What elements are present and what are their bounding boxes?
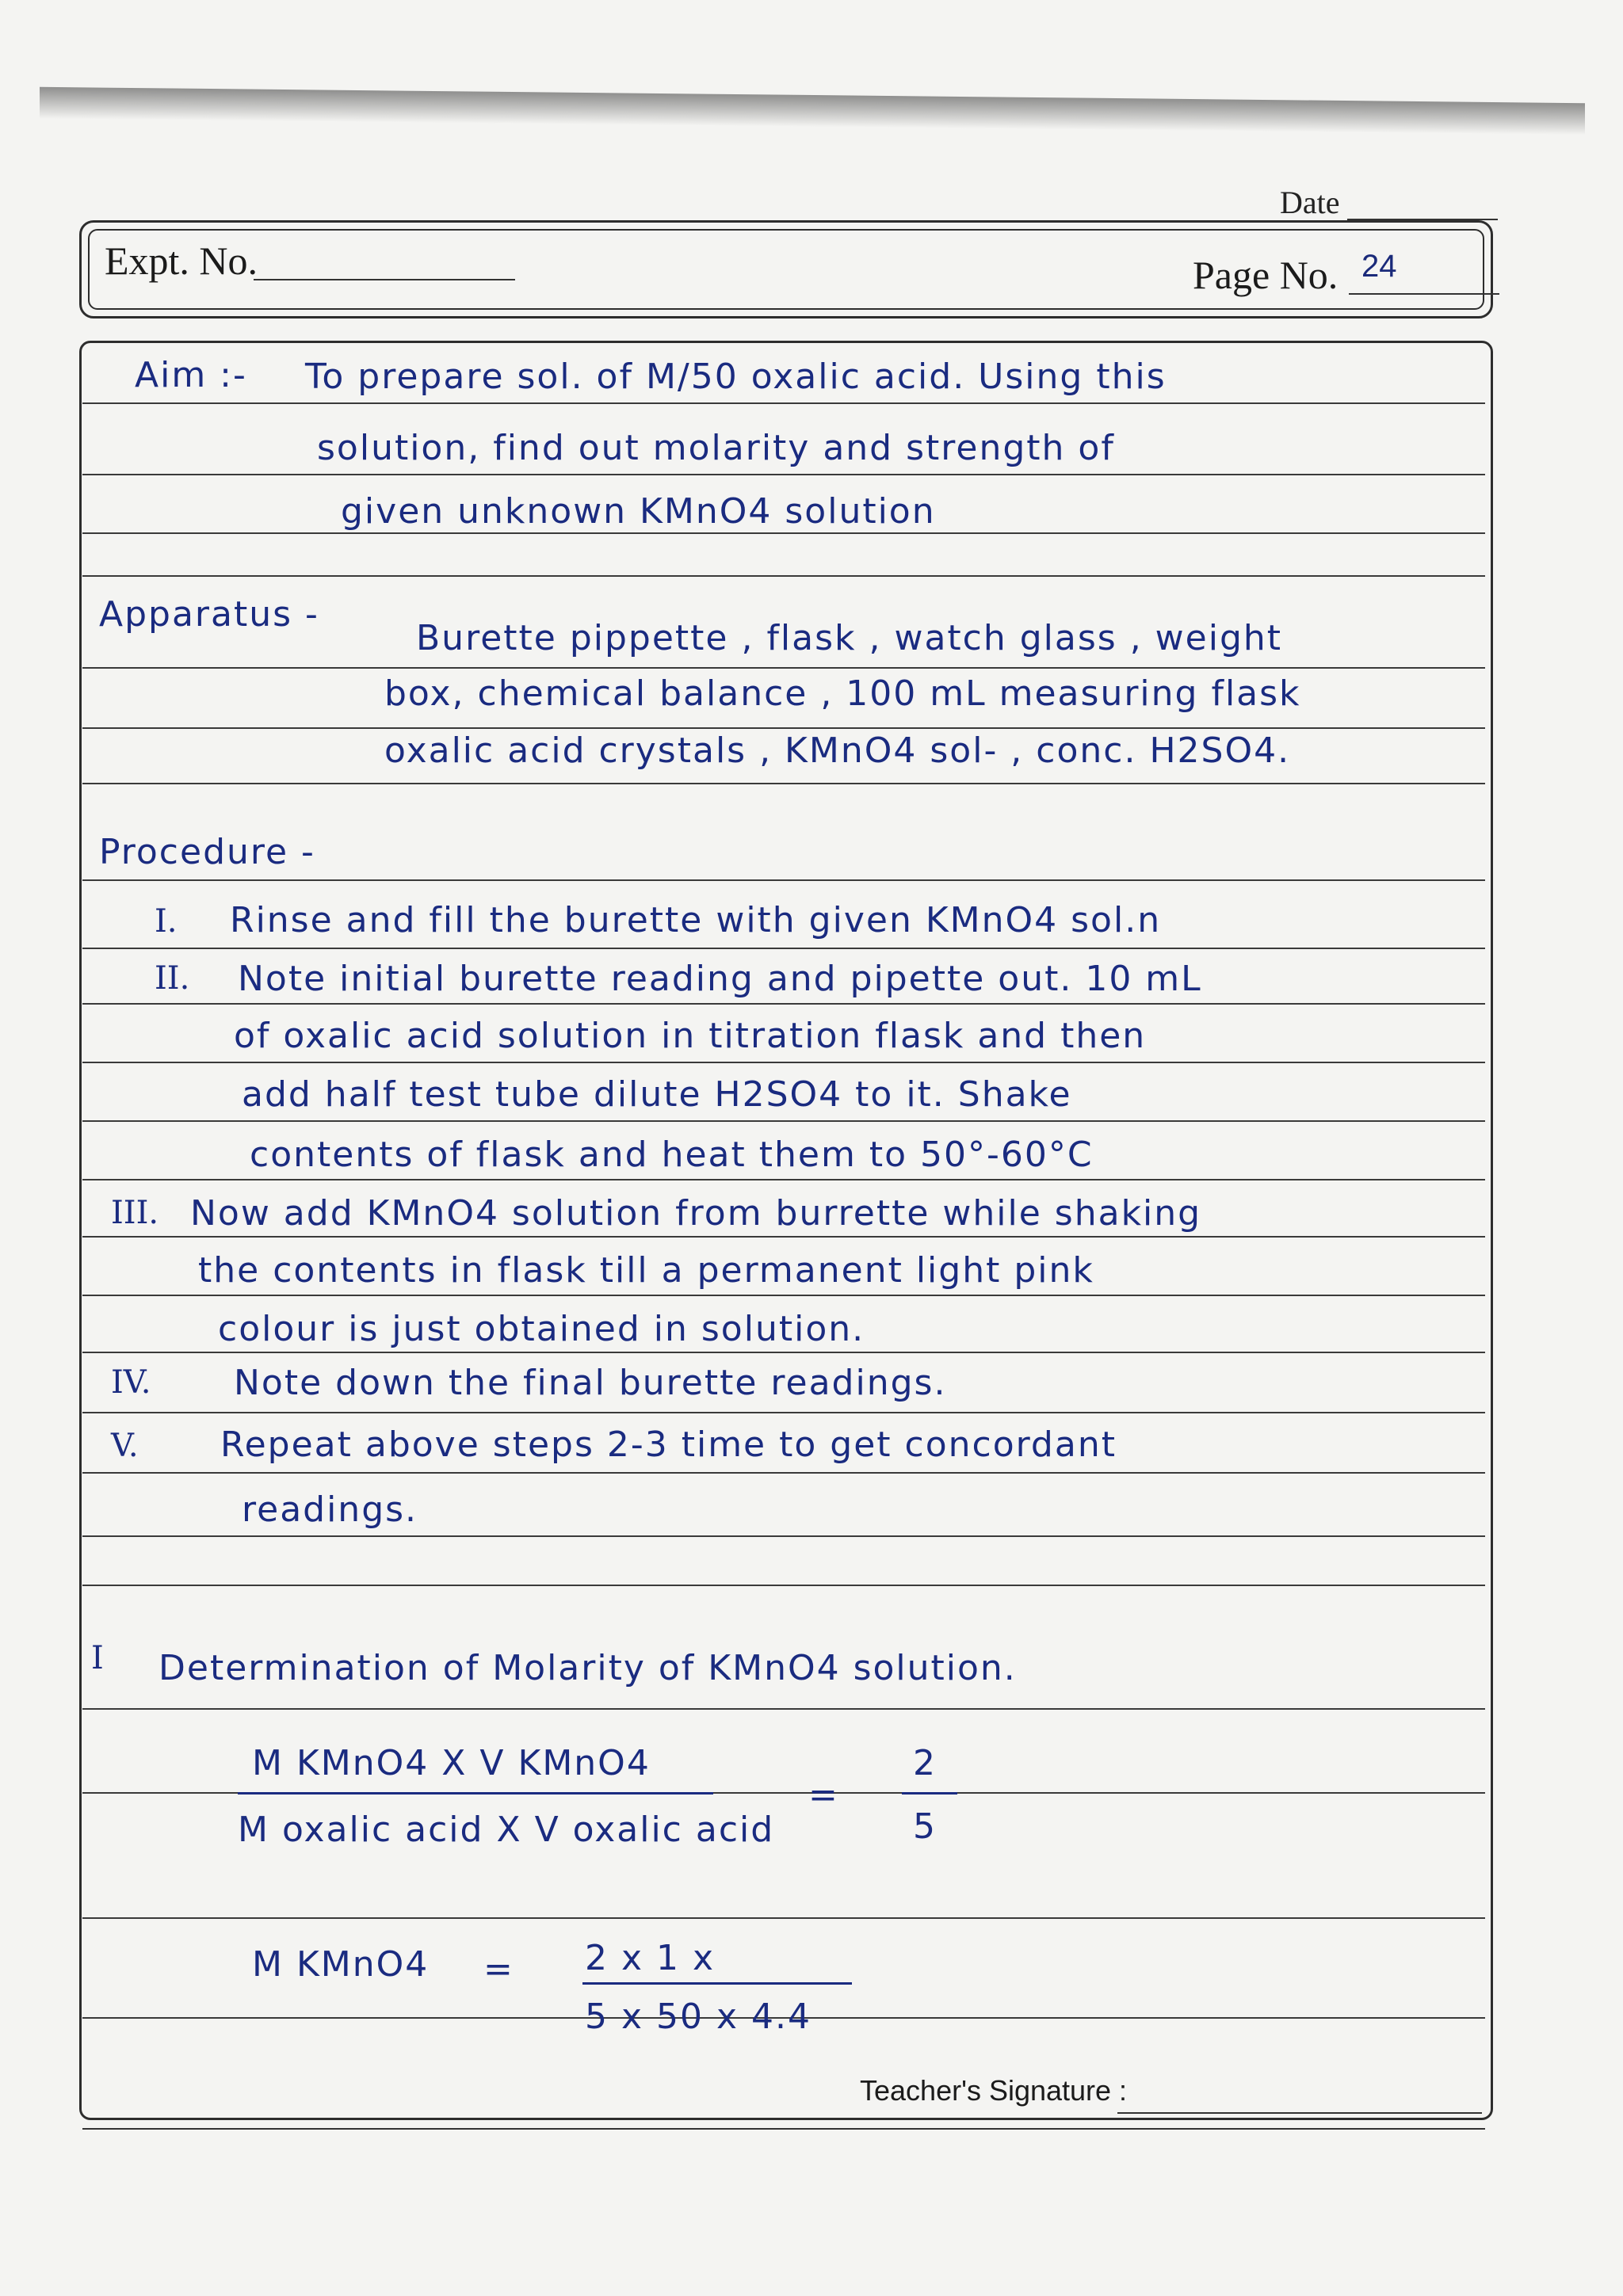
eq2-denominator: 5 x 50 x 4.4 (585, 1997, 812, 2037)
teacher-signature-label: Teacher's Signature : (860, 2074, 1128, 2107)
step-line: add half test tube dilute H2SO4 to it. Shake (242, 1074, 1072, 1115)
ruled-line (82, 727, 1485, 729)
ruled-line (82, 402, 1485, 404)
step-line: Rinse and fill the burette with given KMnO4 sol.n (230, 900, 1162, 940)
eq1-denominator: M oxalic acid X V oxalic acid (238, 1810, 775, 1850)
step-line: Note down the final burette readings. (234, 1363, 947, 1403)
apparatus-label: Apparatus - (99, 594, 319, 635)
step-line: Now add KMnO4 solution from burrette while shaking (190, 1193, 1202, 1234)
step-line: readings. (242, 1489, 418, 1530)
step-marker: V. (111, 1428, 139, 1464)
step-line: contents of flask and heat them to 50°-60°C (250, 1135, 1094, 1175)
apparatus-line: oxalic acid crystals , KMnO4 sol- , conc. H2SO4. (384, 730, 1291, 771)
aim-line: given unknown KMnO4 solution (341, 491, 936, 532)
ruled-line (82, 1179, 1485, 1180)
eq1-fraction-bar (238, 1792, 713, 1794)
apparatus-line: Burette pippette , flask , watch glass , weight (416, 618, 1283, 658)
page-no-value: 24 (1361, 249, 1397, 284)
ruled-line (82, 575, 1485, 577)
aim-label: Aim :- (135, 355, 247, 395)
ruled-line (82, 1917, 1485, 1919)
expt-no-label: Expt. No. (105, 238, 258, 283)
step-line: the contents in flask till a permanent light pink (198, 1250, 1094, 1291)
eq2-equals: = (483, 1949, 514, 1989)
aim-line: solution, find out molarity and strength of (317, 428, 1115, 468)
section-marker: I (91, 1640, 104, 1676)
eq1-rhs-denominator: 5 (913, 1806, 937, 1847)
ruled-line (82, 1295, 1485, 1296)
ruled-line (82, 667, 1485, 669)
expt-no-line (254, 279, 515, 280)
eq2-fraction-bar (582, 1982, 852, 1985)
determination-title: Determination of Molarity of KMnO4 solution. (158, 1648, 1017, 1688)
eq2-numerator: 2 x 1 x (585, 1938, 716, 1978)
page-edge-shadow (40, 87, 1585, 135)
ruled-line (82, 879, 1485, 881)
page-no-line (1349, 293, 1499, 295)
ruled-line (82, 1120, 1485, 1122)
eq1-rhs-numerator: 2 (913, 1743, 937, 1783)
date-label: Date (1280, 185, 1340, 220)
ruled-line (82, 1352, 1485, 1353)
step-marker: III. (111, 1195, 159, 1231)
eq1-numerator: M KMnO4 X V KMnO4 (252, 1743, 651, 1783)
ruled-line (82, 532, 1485, 534)
ruled-line (82, 1412, 1485, 1413)
aim-line: To prepare sol. of M/50 oxalic acid. Using this (305, 357, 1167, 397)
ruled-line (82, 1708, 1485, 1710)
eq2-lhs: M KMnO4 (252, 1944, 430, 1985)
page-no-label: Page No. (1193, 253, 1338, 297)
step-line: Note initial burette reading and pipette out. 10 mL (238, 959, 1202, 999)
eq1-equals: = (808, 1775, 839, 1815)
procedure-label: Procedure - (99, 832, 315, 872)
step-marker: II. (155, 960, 190, 997)
ruled-line (82, 1003, 1485, 1005)
ruled-line (82, 1585, 1485, 1586)
ruled-line (82, 474, 1485, 475)
ruled-line (82, 1472, 1485, 1474)
ruled-line (82, 783, 1485, 784)
eq1-rhs-fraction-bar (902, 1792, 957, 1794)
step-line: Repeat above steps 2-3 time to get concordant (220, 1425, 1117, 1465)
step-marker: IV. (111, 1364, 151, 1401)
ruled-line (82, 1535, 1485, 1537)
ruled-line (82, 948, 1485, 949)
apparatus-line: box, chemical balance , 100 mL measuring flask (384, 673, 1301, 714)
step-line: colour is just obtained in solution. (218, 1309, 865, 1349)
ruled-line (82, 1236, 1485, 1238)
bottom-rule (82, 2128, 1485, 2130)
teacher-signature-line (1117, 2112, 1482, 2114)
step-marker: I. (155, 903, 178, 940)
step-line: of oxalic acid solution in titration flask and then (234, 1016, 1147, 1056)
ruled-line (82, 1062, 1485, 1063)
